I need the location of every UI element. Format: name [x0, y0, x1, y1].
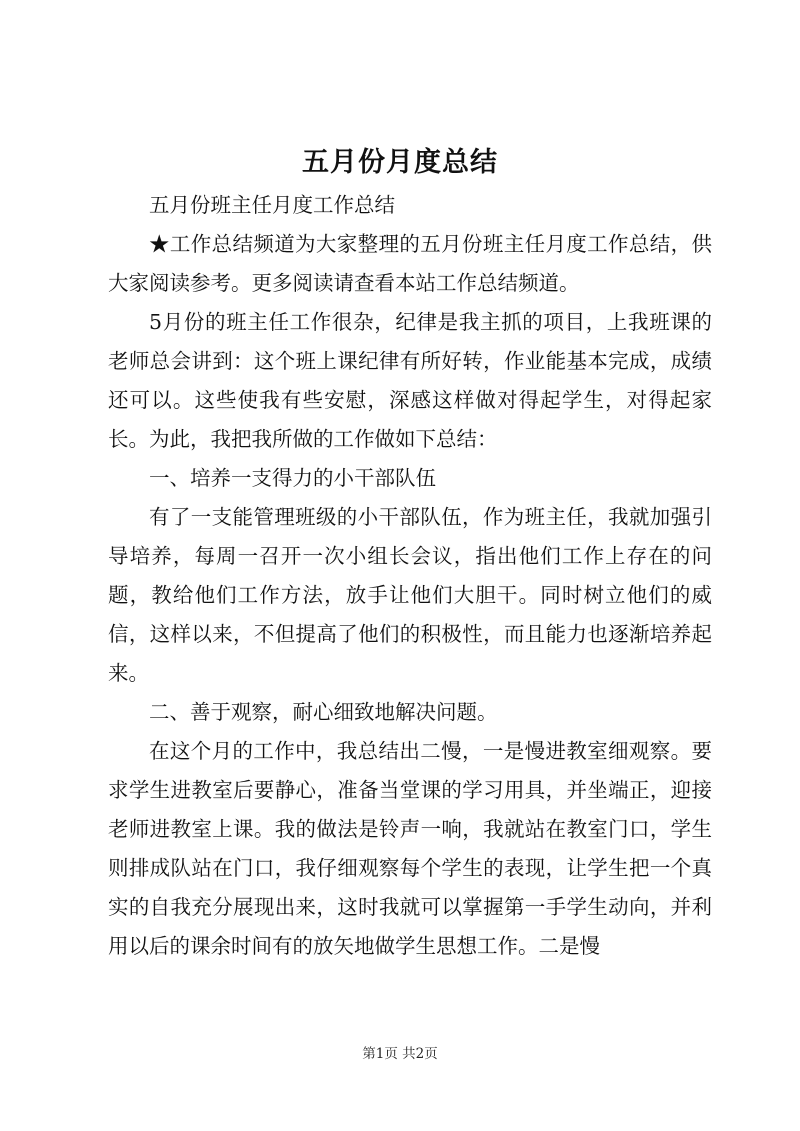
section-heading-2: 二、善于观察，耐心细致地解决问题。 [149, 700, 498, 724]
intro-paragraph: ★工作总结频道为大家整理的五月份班主任月度工作总结，供大家阅读参考。更多阅读请查看本站工作总结频道。 [108, 232, 712, 295]
overview-paragraph: 5月份的班主任工作很杂，纪律是我主抓的项目，上我班课的老师总会讲到：这个班上课纪律有所好转，作业能基本完成，成绩还可以。这些使我有些安慰，深感这样做对得起学生，对得起家长。为此，我把我所做的工作做如下总结： [108, 310, 712, 451]
page-footer: 第1页 共2页 [362, 1046, 438, 1062]
subtitle-paragraph: 五月份班主任月度工作总结 [149, 193, 395, 217]
section-2-paragraph: 在这个月的工作中，我总结出二慢，一是慢进教室细观察。要求学生进教室后要静心，准备当堂课的学习用具，并坐端正，迎接老师进教室上课。我的做法是铃声一响，我就站在教室门口，学生则排成队站在门口，我仔细观察每个学生的表现，让学生把一个真实的自我充分展现出来，这时我就可以掌握第一手学生动向，并利用以后的课余时间有的放矢地做学生思想工作。二是慢 [108, 739, 712, 958]
section-1-paragraph: 有了一支能管理班级的小干部队伍，作为班主任，我就加强引导培养，每周一召开一次小组长会议，指出他们工作上存在的问题，教给他们工作方法，放手让他们大胆干。同时树立他们的威信，这样以来，不但提高了他们的积极性，而且能力也逐渐培养起来。 [108, 505, 712, 685]
document-title: 五月份月度总结 [302, 147, 498, 178]
document-body [108, 186, 712, 966]
section-heading-1: 一、培养一支得力的小干部队伍 [149, 466, 436, 490]
